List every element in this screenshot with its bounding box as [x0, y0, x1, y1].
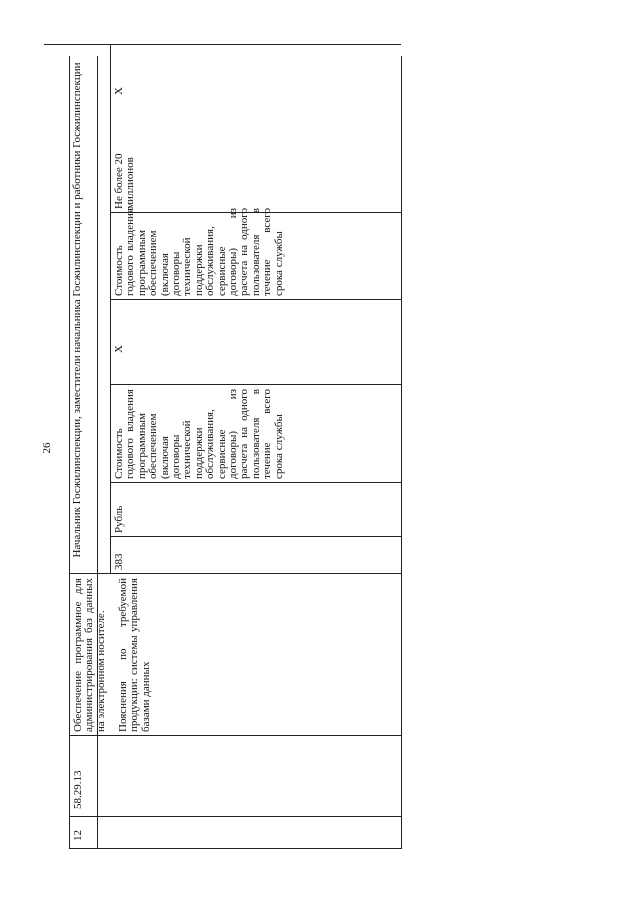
- group-header: Начальник Госжилинспекции, заместители начальника Госжилинспекции и работники Госжилинспекции: [71, 62, 83, 558]
- page-number: 26: [41, 442, 53, 454]
- characteristic-b: Стоимость годового владения программным обеспечением (включая договоры технической поддержки обслуживания, сервисные договоры) из расчета на одного пользователя в течение всего срока службы: [113, 208, 285, 296]
- col-divider-char-a: [110, 384, 401, 385]
- okpd-code: 58.29.13: [72, 770, 84, 809]
- product-name: Обеспечение программное для администрирования баз данных на электронном носителе.: [72, 578, 107, 732]
- col-divider-okei: [110, 536, 401, 537]
- col-divider-name: [69, 573, 401, 574]
- value-a: X: [113, 345, 125, 353]
- okei-code: 383: [113, 553, 125, 570]
- col-divider-value-a: [110, 299, 401, 300]
- col-divider-num: [69, 816, 401, 817]
- product-explanation: Пояснения по требуемой продукции: системы управления базами данных: [117, 578, 152, 732]
- col-divider-unit: [110, 482, 401, 483]
- unit-name: Рубль: [113, 505, 125, 533]
- table-border-top: [69, 56, 70, 849]
- col-divider-code: [69, 735, 401, 736]
- characteristic-a: Стоимость годового владения программным обеспечением (включая договоры технической поддержки обслуживания, сервисные договоры) из расчета на одного пользователя в течение всего срока службы: [113, 389, 285, 479]
- header-divider: [110, 45, 111, 574]
- value-b-extra: X: [113, 87, 125, 95]
- table-border-bottom: [401, 56, 402, 849]
- table-border-left: [69, 848, 401, 849]
- value-b: Не более 20 миллионов: [113, 153, 137, 209]
- row-number: 12: [72, 830, 84, 841]
- table-border-right: [44, 44, 401, 45]
